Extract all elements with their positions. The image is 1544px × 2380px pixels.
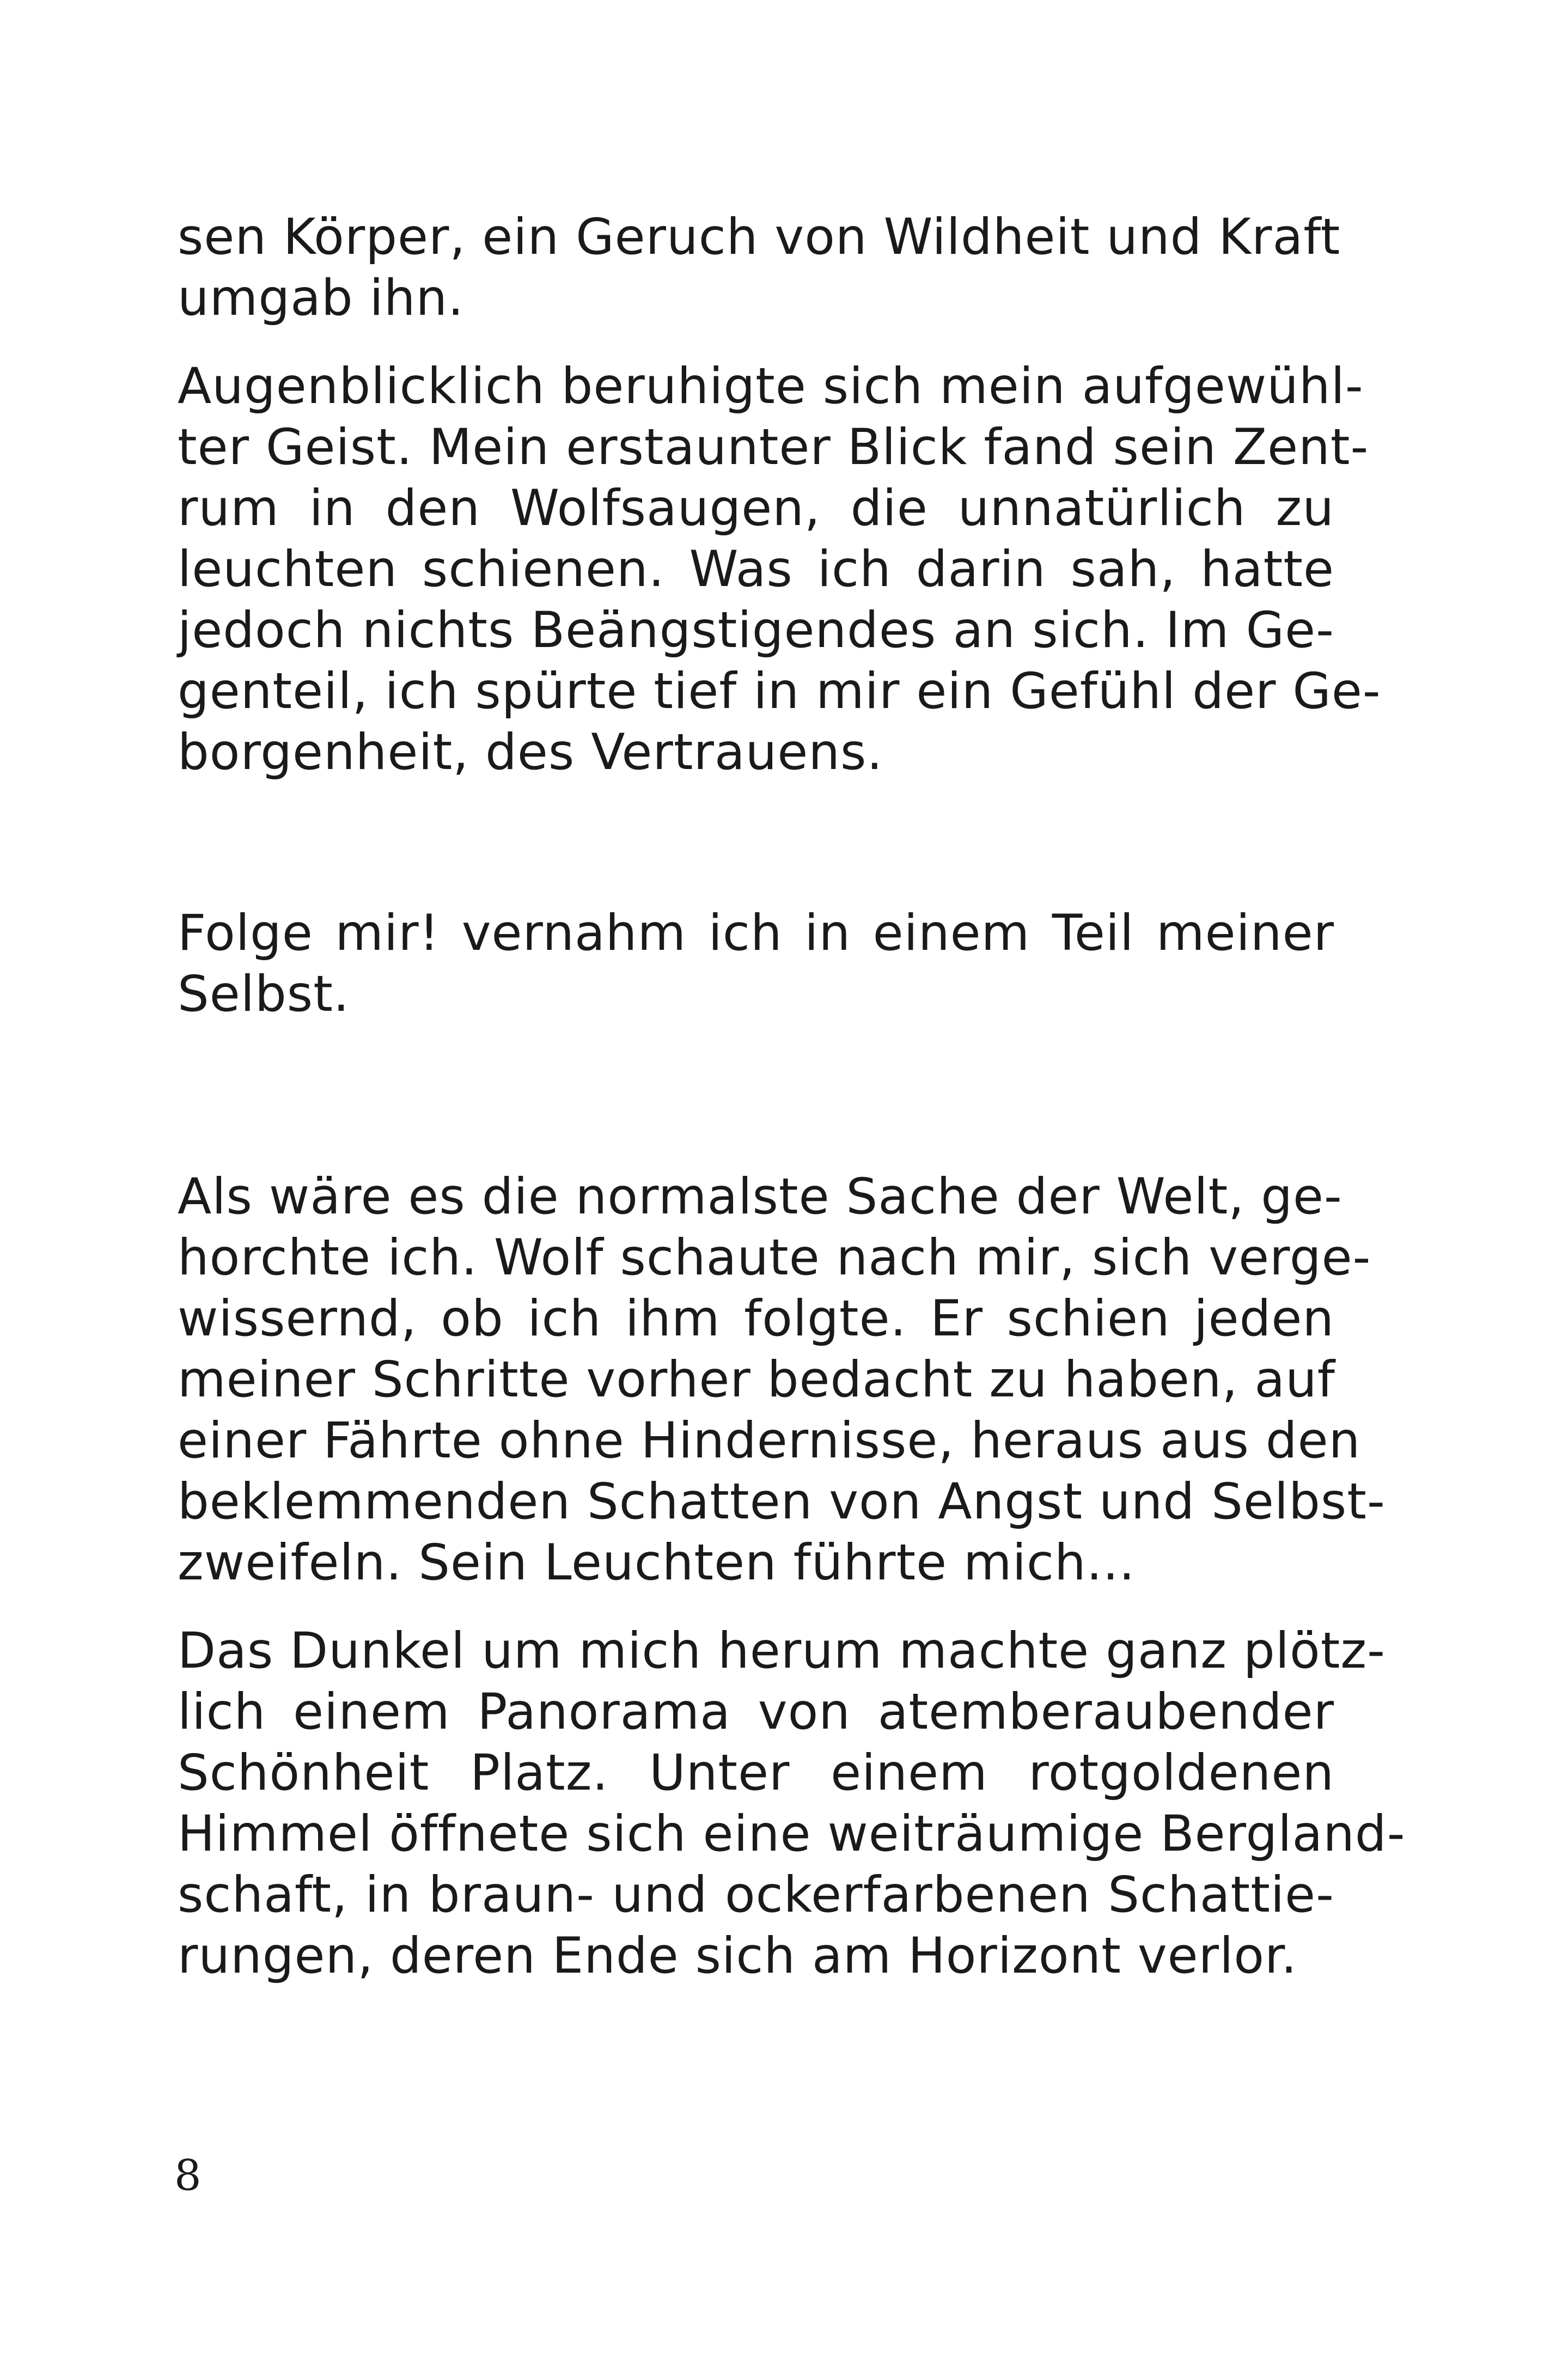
text-line: wissernd, ob ich ihm folgte. Er schien jeden [178, 1290, 1334, 1347]
paragraph-2 [178, 356, 1381, 783]
paragraph-1 [178, 207, 1341, 329]
text-line: lich einem Panorama von atemberaubender [178, 1683, 1334, 1741]
body-text [178, 207, 1406, 1987]
paragraph-spacer [178, 1025, 1334, 1167]
text-line: ter Geist. Mein erstaunter Blick fand sein Zent- [178, 419, 1369, 476]
paragraph-5 [178, 1621, 1406, 1987]
text-line: Folge mir! vernahm ich in einem Teil meiner [178, 905, 1334, 962]
text-line: horchte ich. Wolf schaute nach mir, sich verge- [178, 1229, 1371, 1286]
text-line: meiner Schritte vorher bedacht zu haben, auf [178, 1351, 1335, 1408]
text-line: rum in den Wolfsaugen, die unnatürlich zu [178, 480, 1334, 537]
text-line: sen Körper, ein Geruch von Wildheit und Kraft [178, 209, 1341, 266]
paragraph-spacer [178, 783, 1334, 903]
paragraph-spacer [178, 329, 1334, 356]
text-line: jedoch nichts Beängstigendes an sich. Im Ge- [178, 602, 1334, 659]
text-line: Schönheit Platz. Unter einem rotgoldenen [178, 1744, 1334, 1802]
paragraph-3 [178, 903, 1334, 1025]
text-line: Augenblicklich beruhigte sich mein aufgewühl- [178, 358, 1364, 415]
page-number: 8 [174, 2151, 202, 2200]
text-line: Selbst. [178, 966, 350, 1023]
text-line: beklemmenden Schatten von Angst und Selbst- [178, 1473, 1386, 1530]
text-line: genteil, ich spürte tief in mir ein Gefühl der Ge- [178, 663, 1381, 720]
paragraph-4 [178, 1167, 1386, 1594]
text-line: leuchten schienen. Was ich darin sah, hatte [178, 541, 1334, 598]
text-line: zweifeln. Sein Leuchten führte mich... [178, 1534, 1136, 1591]
paragraph-spacer [178, 1594, 1334, 1621]
text-line: Das Dunkel um mich herum machte ganz plötz- [178, 1622, 1386, 1680]
text-line: schaft, in braun- und ockerfarbenen Schattie- [178, 1866, 1334, 1924]
text-line: Als wäre es die normalste Sache der Welt, ge- [178, 1168, 1342, 1225]
text-line: Himmel öffnete sich eine weiträumige Bergland- [178, 1805, 1406, 1863]
text-line: rungen, deren Ende sich am Horizont verlor. [178, 1927, 1298, 1985]
text-line: borgenheit, des Vertrauens. [178, 724, 883, 781]
text-line: umgab ihn. [178, 270, 465, 327]
text-line: einer Fährte ohne Hindernisse, heraus aus den [178, 1412, 1361, 1469]
